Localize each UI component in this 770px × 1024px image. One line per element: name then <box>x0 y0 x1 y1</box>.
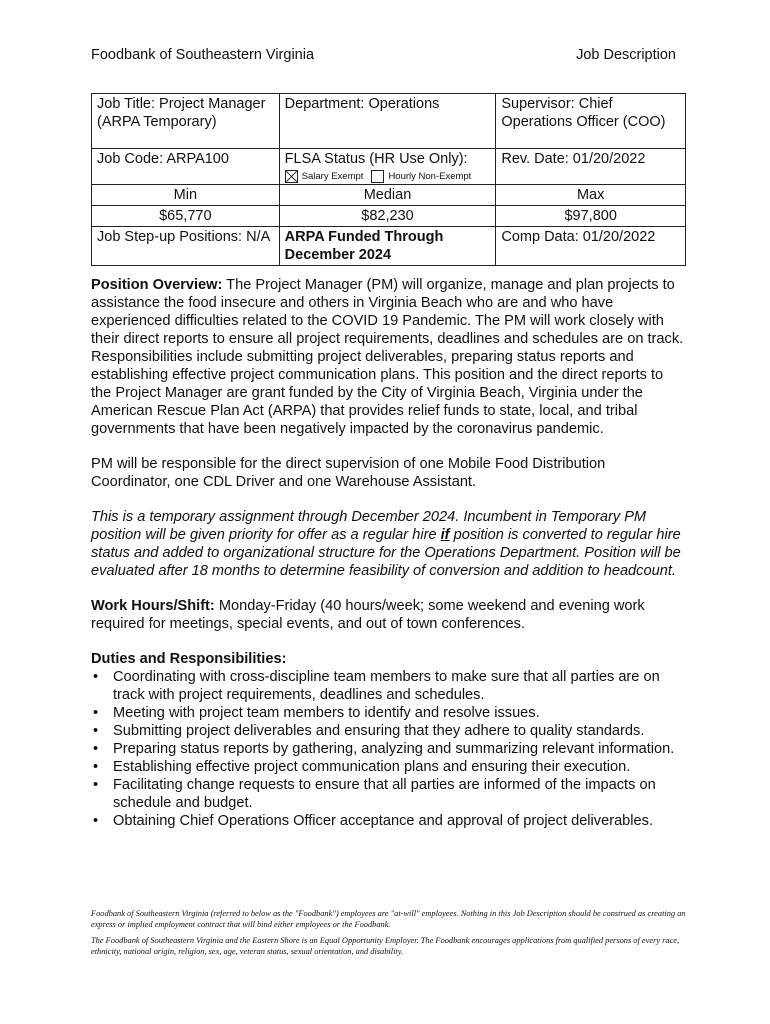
flsa-cell <box>279 149 496 185</box>
max-label: Max <box>496 185 686 206</box>
work-hours-label: Work Hours/Shift: <box>91 598 215 614</box>
list-item: • Preparing status reports by gathering, analyzing and summarizing relevant information. <box>113 740 686 758</box>
median-value: $82,230 <box>279 206 496 227</box>
work-hours-text: Monday-Friday (40 hours/week; some weekend and evening work required for meetings, special events, and out of town conferences. <box>91 598 645 632</box>
list-item: • Facilitating change requests to ensure that all parties are informed of the impacts on schedule and budget. <box>113 776 686 812</box>
list-item: • Establishing effective project communication plans and ensuring their execution. <box>113 758 686 776</box>
footer <box>91 908 686 962</box>
funding-cell: ARPA Funded Through December 2024 <box>279 227 496 266</box>
temporary-text-after: position is converted to regular hire status and added to organizational structure for the Operations Department. Position will be evaluated after 18 months to determine feasibility of conversion and addition to headcount. <box>91 527 681 579</box>
job-code-cell: Job Code: ARPA100 <box>92 149 280 185</box>
list-item: • Obtaining Chief Operations Officer acceptance and approval of project deliverables. <box>113 812 686 830</box>
list-item: • Submitting project deliverables and ensuring that they adhere to quality standards. <box>113 722 686 740</box>
document-body <box>91 276 686 830</box>
max-value: $97,800 <box>496 206 686 227</box>
duties-list <box>91 668 686 830</box>
median-label: Median <box>279 185 496 206</box>
job-title-cell: Job Title: Project Manager (ARPA Temporary) <box>92 94 280 149</box>
department-cell: Department: Operations <box>279 94 496 149</box>
header-org: Foodbank of Southeastern Virginia <box>91 47 315 63</box>
temporary-paragraph <box>91 508 686 580</box>
hourly-nonexempt-checkbox[interactable] <box>371 170 384 183</box>
overview-label: Position Overview: <box>91 277 223 293</box>
temporary-if-word: if <box>440 527 450 543</box>
work-hours <box>91 597 686 633</box>
job-info-table <box>91 93 686 266</box>
min-label: Min <box>92 185 280 206</box>
salary-exempt-label: Salary Exempt <box>301 170 364 182</box>
stepup-cell: Job Step-up Positions: N/A <box>92 227 280 266</box>
temporary-text-before: This is a temporary assignment through December 2024. Incumbent in Temporary PM position will be given priority for offer as a regular hire <box>91 509 647 543</box>
list-item: • Meeting with project team members to identify and resolve issues. <box>113 704 686 722</box>
rev-date-cell: Rev. Date: 01/20/2022 <box>496 149 686 185</box>
supervision-paragraph: PM will be responsible for the direct supervision of one Mobile Food Distribution Coordinator, one CDL Driver and one Warehouse Assistant. <box>91 456 606 490</box>
list-item: • Coordinating with cross-discipline team members to make sure that all parties are on track with project requirements, deadlines and schedules. <box>113 668 686 704</box>
salary-exempt-checkbox[interactable] <box>285 170 298 183</box>
footer-at-will: Foodbank of Southeastern Virginia (referred to below as the "Foodbank") employees are "at-will" employees. Nothing in this Job Description should be construed as creating an express or implied employment contract that will bind either employees or the Foodbank. <box>91 909 686 929</box>
header-doc-type: Job Description <box>576 47 676 63</box>
flsa-options <box>285 170 491 183</box>
overview-text: The Project Manager (PM) will organize, manage and plan projects to assistance the food insecure and others in Virginia Beach who are and who have experienced difficulties related to the COVID 19 Pandemic. The PM will work closely with their direct reports to ensure all project requirements, deadlines and schedules are on track. Responsibilities include submitting project deliverables, preparing status reports and establishing effective project communication plans. This position and the direct reports to the Project Manager are grant funded by the City of Virginia Beach, Virginia under the American Rescue Plan Act (ARPA) that provides relief funds to state, local, and tribal governments that have been negatively impacted by the coronavirus pandemic. <box>91 277 684 437</box>
supervisor-cell: Supervisor: Chief Operations Officer (COO) <box>496 94 686 149</box>
flsa-label: FLSA Status (HR Use Only): <box>284 151 468 167</box>
min-value: $65,770 <box>92 206 280 227</box>
duties-title: Duties and Responsibilities: <box>91 651 287 667</box>
hourly-nonexempt-label: Hourly Non-Exempt <box>388 170 472 182</box>
position-overview <box>91 276 686 438</box>
comp-data-cell: Comp Data: 01/20/2022 <box>496 227 686 266</box>
footer-eoe: The Foodbank of Southeastern Virginia and the Eastern Shore is an Equal Opportunity Employer. The Foodbank encourages applications from qualified persons of every race, ethnicity, national origin, religion, sex, age, veteran status, sexual orientation, and disability. <box>91 936 680 956</box>
